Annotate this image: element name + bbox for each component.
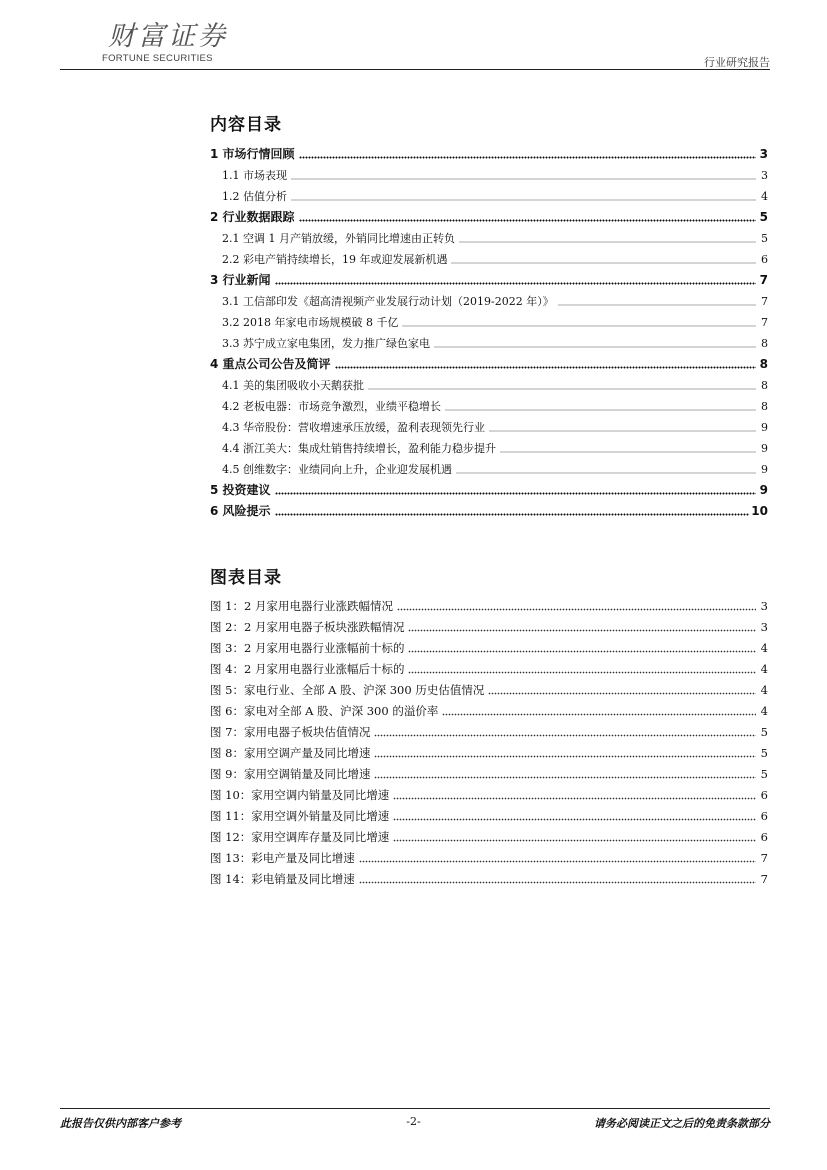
dot-leader: [374, 749, 756, 759]
entry-page-number: 9: [761, 463, 768, 476]
entry-page-number: 3: [760, 599, 768, 613]
dot-leader: [393, 833, 756, 843]
entry-page-number: 8: [761, 379, 768, 392]
entry-label: 2 行业数据跟踪: [210, 207, 297, 228]
entry-page-number: 4: [760, 704, 768, 718]
entry-page-number: 7: [761, 316, 768, 329]
dot-leader: [299, 150, 756, 160]
entry-page-number: 9: [761, 421, 768, 434]
dot-leader: [393, 791, 756, 801]
figure-entry[interactable]: [210, 680, 768, 701]
dot-leader: [291, 192, 756, 202]
entry-label: 4.5 创维数字：业绩同向上升，企业迎发展机遇: [222, 459, 454, 480]
dot-leader: [558, 297, 756, 307]
dot-leader: [368, 381, 756, 391]
entry-label: 图 4：2 月家用电器行业涨幅后十标的: [210, 659, 406, 680]
footer-divider: [60, 1108, 770, 1109]
company-logo-subtitle: FORTUNE SECURITIES: [102, 53, 213, 64]
dot-leader: [459, 234, 756, 244]
entry-label: 4.2 老板电器：市场竞争激烈，业绩平稳增长: [222, 396, 443, 417]
entry-label: 图 2：2 月家用电器子板块涨跌幅情况: [210, 617, 406, 638]
figure-entry[interactable]: [210, 764, 768, 785]
dot-leader: [445, 402, 756, 412]
entry-page-number: 5: [760, 746, 768, 760]
dot-leader: [393, 812, 756, 822]
entry-label: 5 投资建议: [210, 480, 273, 501]
entry-page-number: 5: [761, 232, 768, 245]
entry-page-number: 7: [761, 295, 768, 308]
page-number: -2-: [406, 1115, 421, 1128]
dot-leader: [442, 707, 756, 717]
entry-label: 图 14：彩电销量及同比增速: [210, 869, 357, 890]
toc-title: 内容目录: [210, 115, 282, 135]
toc-entry-chapter[interactable]: [210, 270, 768, 291]
entry-page-number: 3: [760, 620, 768, 634]
page-header: [60, 0, 770, 70]
dot-leader: [408, 623, 756, 633]
entry-label: 图 7：家用电器子板块估值情况: [210, 722, 372, 743]
figure-entry[interactable]: [210, 806, 768, 827]
entry-page-number: 6: [760, 788, 768, 802]
dot-leader: [500, 444, 756, 454]
entry-page-number: 5: [759, 210, 768, 224]
entry-page-number: 9: [761, 442, 768, 455]
entry-label: 图 13：彩电产量及同比增速: [210, 848, 357, 869]
figure-entry[interactable]: [210, 848, 768, 869]
footer-disclaimer-left: 此报告仅供内部客户参考: [60, 1117, 181, 1130]
entry-label: 4.4 浙江美大：集成灶销售持续增长，盈利能力稳步提升: [222, 438, 498, 459]
entry-label: 6 风险提示: [210, 501, 273, 522]
figure-entry[interactable]: [210, 743, 768, 764]
entry-label: 4 重点公司公告及简评: [210, 354, 333, 375]
entry-page-number: 4: [760, 641, 768, 655]
dot-leader: [335, 360, 756, 370]
figure-entry[interactable]: [210, 659, 768, 680]
dot-leader: [402, 318, 756, 328]
dot-leader: [489, 423, 756, 433]
entry-label: 图 10：家用空调内销量及同比增速: [210, 785, 391, 806]
header-divider: [60, 69, 770, 70]
toc-entry-section[interactable]: [210, 396, 768, 417]
entry-label: 3.3 苏宁成立家电集团，发力推广绿色家电: [222, 333, 432, 354]
report-type-label: 行业研究报告: [704, 56, 770, 69]
toc-entry-section[interactable]: [210, 249, 768, 270]
entry-label: 2.1 空调 1 月产销放缓，外销同比增速由正转负: [222, 228, 457, 249]
figure-entry[interactable]: [210, 638, 768, 659]
entry-page-number: 10: [751, 504, 768, 518]
entry-label: 3.1 工信部印发《超高清视频产业发展行动计划（2019-2022 年）》: [222, 291, 556, 312]
dot-leader: [299, 213, 756, 223]
entry-label: 1.2 估值分析: [222, 186, 289, 207]
entry-page-number: 4: [760, 662, 768, 676]
figure-entry[interactable]: [210, 785, 768, 806]
dot-leader: [408, 644, 756, 654]
entry-page-number: 7: [760, 851, 768, 865]
entry-page-number: 5: [760, 767, 768, 781]
dot-leader: [456, 465, 756, 475]
entry-label: 3.2 2018 年家电市场规模破 8 千亿: [222, 312, 400, 333]
dot-leader: [374, 728, 756, 738]
dot-leader: [359, 854, 756, 864]
figure-entry[interactable]: [210, 722, 768, 743]
dot-leader: [275, 276, 756, 286]
entry-page-number: 4: [760, 683, 768, 697]
toc-entry-section[interactable]: [210, 291, 768, 312]
entry-label: 图 11：家用空调外销量及同比增速: [210, 806, 391, 827]
entry-label: 图 12：家用空调库存量及同比增速: [210, 827, 391, 848]
toc-entry-chapter[interactable]: [210, 144, 768, 165]
toc-entry-chapter[interactable]: [210, 480, 768, 501]
toc-entry-section[interactable]: [210, 459, 768, 480]
entry-page-number: 8: [761, 400, 768, 413]
dot-leader: [408, 665, 756, 675]
entry-page-number: 3: [759, 147, 768, 161]
toc-entry-section[interactable]: [210, 228, 768, 249]
company-logo-text: 财富证券: [108, 21, 228, 52]
entry-label: 4.3 华帝股份：营收增速承压放缓，盈利表现领先行业: [222, 417, 487, 438]
toc-entry-section[interactable]: [210, 186, 768, 207]
entry-label: 图 5：家电行业、全部 A 股、沪深 300 历史估值情况: [210, 680, 486, 701]
toc-entry-section[interactable]: [210, 438, 768, 459]
dot-leader: [488, 686, 756, 696]
dot-leader: [397, 602, 756, 612]
entry-page-number: 6: [760, 830, 768, 844]
entry-label: 1 市场行情回顾: [210, 144, 297, 165]
toc-entry-section[interactable]: [210, 375, 768, 396]
toc-entry-chapter[interactable]: [210, 501, 768, 522]
entry-label: 2.2 彩电产销持续增长，19 年或迎发展新机遇: [222, 249, 449, 270]
figure-entry[interactable]: [210, 617, 768, 638]
entry-label: 图 3：2 月家用电器行业涨幅前十标的: [210, 638, 406, 659]
entry-label: 图 8：家用空调产量及同比增速: [210, 743, 372, 764]
dot-leader: [291, 171, 756, 181]
toc-entry-section[interactable]: [210, 417, 768, 438]
entry-page-number: 3: [761, 169, 768, 182]
dot-leader: [374, 770, 756, 780]
entry-label: 3 行业新闻: [210, 270, 273, 291]
toc-list: [210, 144, 768, 522]
entry-page-number: 7: [760, 872, 768, 886]
figures-list: [210, 596, 768, 890]
entry-label: 图 1：2 月家用电器行业涨跌幅情况: [210, 596, 395, 617]
entry-page-number: 7: [759, 273, 768, 287]
figure-entry[interactable]: [210, 596, 768, 617]
figure-entry[interactable]: [210, 827, 768, 848]
figure-entry[interactable]: [210, 869, 768, 890]
entry-page-number: 8: [761, 337, 768, 350]
entry-label: 4.1 美的集团吸收小天鹅获批: [222, 375, 366, 396]
entry-label: 图 9：家用空调销量及同比增速: [210, 764, 372, 785]
dot-leader: [275, 486, 756, 496]
figures-title: 图表目录: [210, 568, 282, 588]
dot-leader: [359, 875, 756, 885]
footer-disclaimer-right: 请务必阅读正文之后的免责条款部分: [594, 1117, 770, 1130]
dot-leader: [434, 339, 756, 349]
toc-entry-section[interactable]: [210, 333, 768, 354]
dot-leader: [275, 507, 750, 517]
entry-page-number: 8: [759, 357, 768, 371]
entry-label: 图 6：家电对全部 A 股、沪深 300 的溢价率: [210, 701, 440, 722]
entry-page-number: 6: [761, 253, 768, 266]
entry-page-number: 5: [760, 725, 768, 739]
entry-page-number: 4: [761, 190, 768, 203]
entry-page-number: 9: [759, 483, 768, 497]
dot-leader: [451, 255, 756, 265]
figure-entry[interactable]: [210, 701, 768, 722]
entry-page-number: 6: [760, 809, 768, 823]
toc-entry-chapter[interactable]: [210, 354, 768, 375]
toc-entry-section[interactable]: [210, 312, 768, 333]
toc-entry-section[interactable]: [210, 165, 768, 186]
toc-entry-chapter[interactable]: [210, 207, 768, 228]
entry-label: 1.1 市场表现: [222, 165, 289, 186]
